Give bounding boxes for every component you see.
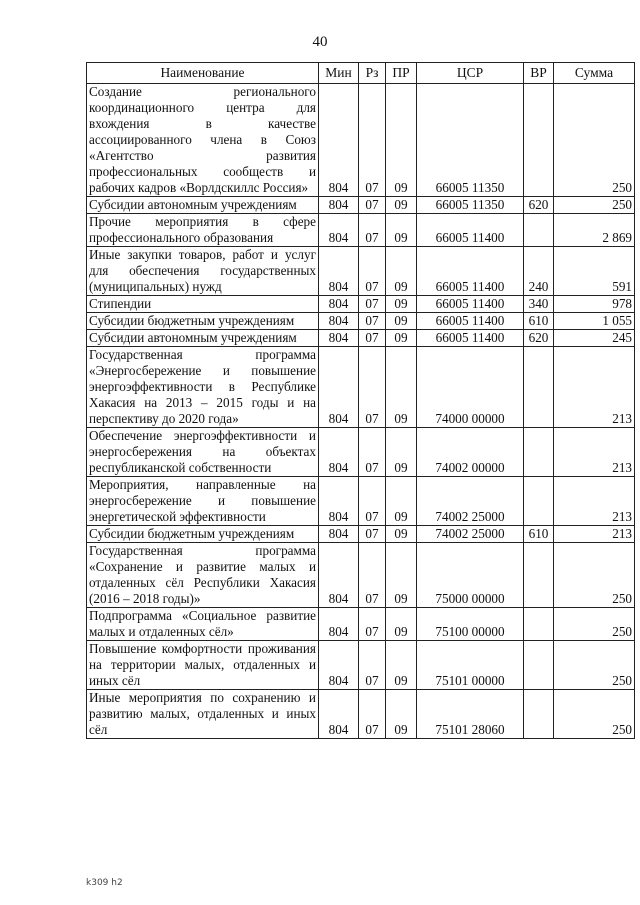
cell-name: Государственная программа «Сохранение и развитие малых и отдаленных сёл Республики Хакасия (2016 – 2018 годы)» [87,543,319,608]
cell-name: Создание регионального координационного центра для вхождения в качестве ассоциированного члена в Союз «Агентство развития профессиональных сообществ и рабочих кадров «Ворлдскиллс Россия» [87,84,319,197]
table-row [87,84,635,197]
cell-csr: 66005 11400 [417,330,524,347]
cell-rz: 07 [359,197,386,214]
cell-pr: 09 [386,526,417,543]
cell-min: 804 [319,84,359,197]
cell-min: 804 [319,608,359,641]
cell-pr: 09 [386,214,417,247]
cell-csr: 74002 00000 [417,428,524,477]
cell-csr: 74002 25000 [417,526,524,543]
cell-pr: 09 [386,197,417,214]
cell-min: 804 [319,313,359,330]
cell-csr: 66005 11350 [417,84,524,197]
cell-min: 804 [319,690,359,739]
cell-name: Обеспечение энергоэффективности и энергосбережения на объектах республиканской собственности [87,428,319,477]
cell-csr: 75101 28060 [417,690,524,739]
cell-vr [524,690,554,739]
cell-sum: 591 [554,247,635,296]
cell-min: 804 [319,197,359,214]
table-row [87,197,635,214]
cell-rz: 07 [359,214,386,247]
cell-sum: 213 [554,477,635,526]
table-row [87,330,635,347]
cell-min: 804 [319,428,359,477]
cell-rz: 07 [359,428,386,477]
budget-table [86,62,635,739]
cell-pr: 09 [386,247,417,296]
cell-vr [524,428,554,477]
table-row [87,313,635,330]
cell-rz: 07 [359,526,386,543]
cell-pr: 09 [386,477,417,526]
cell-rz: 07 [359,296,386,313]
cell-pr: 09 [386,543,417,608]
table-row [87,247,635,296]
cell-name: Субсидии автономным учреждениям [87,197,319,214]
cell-csr: 66005 11400 [417,247,524,296]
cell-name: Повышение комфортности проживания на территории малых, отдаленных и иных сёл [87,641,319,690]
cell-sum: 213 [554,347,635,428]
cell-rz: 07 [359,477,386,526]
cell-vr: 340 [524,296,554,313]
table-row [87,526,635,543]
cell-min: 804 [319,477,359,526]
cell-pr: 09 [386,313,417,330]
cell-min: 804 [319,296,359,313]
cell-min: 804 [319,526,359,543]
cell-vr [524,641,554,690]
cell-sum: 978 [554,296,635,313]
cell-rz: 07 [359,641,386,690]
cell-sum: 245 [554,330,635,347]
cell-rz: 07 [359,330,386,347]
table-header-row [87,63,635,84]
table-row [87,690,635,739]
cell-min: 804 [319,543,359,608]
table-row [87,428,635,477]
cell-vr: 610 [524,313,554,330]
table-row [87,347,635,428]
cell-min: 804 [319,641,359,690]
cell-pr: 09 [386,347,417,428]
table-row [87,608,635,641]
cell-sum: 1 055 [554,313,635,330]
cell-sum: 2 869 [554,214,635,247]
cell-name: Субсидии бюджетным учреждениям [87,313,319,330]
cell-rz: 07 [359,84,386,197]
header-min: Мин [319,63,359,84]
cell-name: Субсидии автономным учреждениям [87,330,319,347]
cell-vr [524,84,554,197]
cell-sum: 250 [554,197,635,214]
cell-vr [524,347,554,428]
cell-csr: 66005 11350 [417,197,524,214]
cell-sum: 250 [554,608,635,641]
cell-name: Мероприятия, направленные на энергосбережение и повышение энергетической эффективности [87,477,319,526]
cell-min: 804 [319,247,359,296]
page-number: 40 [312,34,328,50]
header-rz: Рз [359,63,386,84]
table-row [87,641,635,690]
header-pr: ПР [386,63,417,84]
cell-csr: 75000 00000 [417,543,524,608]
cell-pr: 09 [386,296,417,313]
table-row [87,477,635,526]
cell-vr: 240 [524,247,554,296]
header-name: Наименование [87,63,319,84]
cell-name: Подпрограмма «Социальное развитие малых и отдаленных сёл» [87,608,319,641]
cell-pr: 09 [386,641,417,690]
cell-vr: 620 [524,330,554,347]
cell-vr: 620 [524,197,554,214]
cell-vr [524,214,554,247]
table-row [87,214,635,247]
cell-min: 804 [319,330,359,347]
table-row [87,296,635,313]
cell-csr: 74000 00000 [417,347,524,428]
cell-pr: 09 [386,608,417,641]
cell-rz: 07 [359,347,386,428]
header-csr: ЦСР [417,63,524,84]
table-row [87,543,635,608]
cell-vr [524,477,554,526]
cell-min: 804 [319,214,359,247]
cell-csr: 66005 11400 [417,313,524,330]
cell-name: Иные закупки товаров, работ и услуг для обеспечения государственных (муниципальных) нужд [87,247,319,296]
cell-pr: 09 [386,330,417,347]
cell-sum: 250 [554,543,635,608]
cell-vr [524,608,554,641]
cell-vr: 610 [524,526,554,543]
cell-rz: 07 [359,608,386,641]
cell-sum: 250 [554,641,635,690]
cell-csr: 75100 00000 [417,608,524,641]
footer-code: k309 h2 [86,878,123,888]
cell-sum: 250 [554,84,635,197]
header-vr: ВР [524,63,554,84]
cell-name: Иные мероприятия по сохранению и развитию малых, отдаленных и иных сёл [87,690,319,739]
cell-rz: 07 [359,543,386,608]
cell-csr: 74002 25000 [417,477,524,526]
cell-csr: 66005 11400 [417,214,524,247]
cell-rz: 07 [359,313,386,330]
cell-pr: 09 [386,428,417,477]
cell-vr [524,543,554,608]
cell-name: Государственная программа «Энергосбережение и повышение энергоэффективности в Республике Хакасия на 2013 – 2015 годы и на перспективу до 2020 года» [87,347,319,428]
cell-rz: 07 [359,690,386,739]
cell-name: Субсидии бюджетным учреждениям [87,526,319,543]
cell-name: Прочие мероприятия в сфере профессионального образования [87,214,319,247]
cell-sum: 213 [554,428,635,477]
cell-sum: 250 [554,690,635,739]
cell-sum: 213 [554,526,635,543]
cell-pr: 09 [386,690,417,739]
cell-rz: 07 [359,247,386,296]
cell-pr: 09 [386,84,417,197]
cell-min: 804 [319,347,359,428]
cell-csr: 75101 00000 [417,641,524,690]
cell-name: Стипендии [87,296,319,313]
cell-csr: 66005 11400 [417,296,524,313]
header-sum: Сумма [554,63,635,84]
